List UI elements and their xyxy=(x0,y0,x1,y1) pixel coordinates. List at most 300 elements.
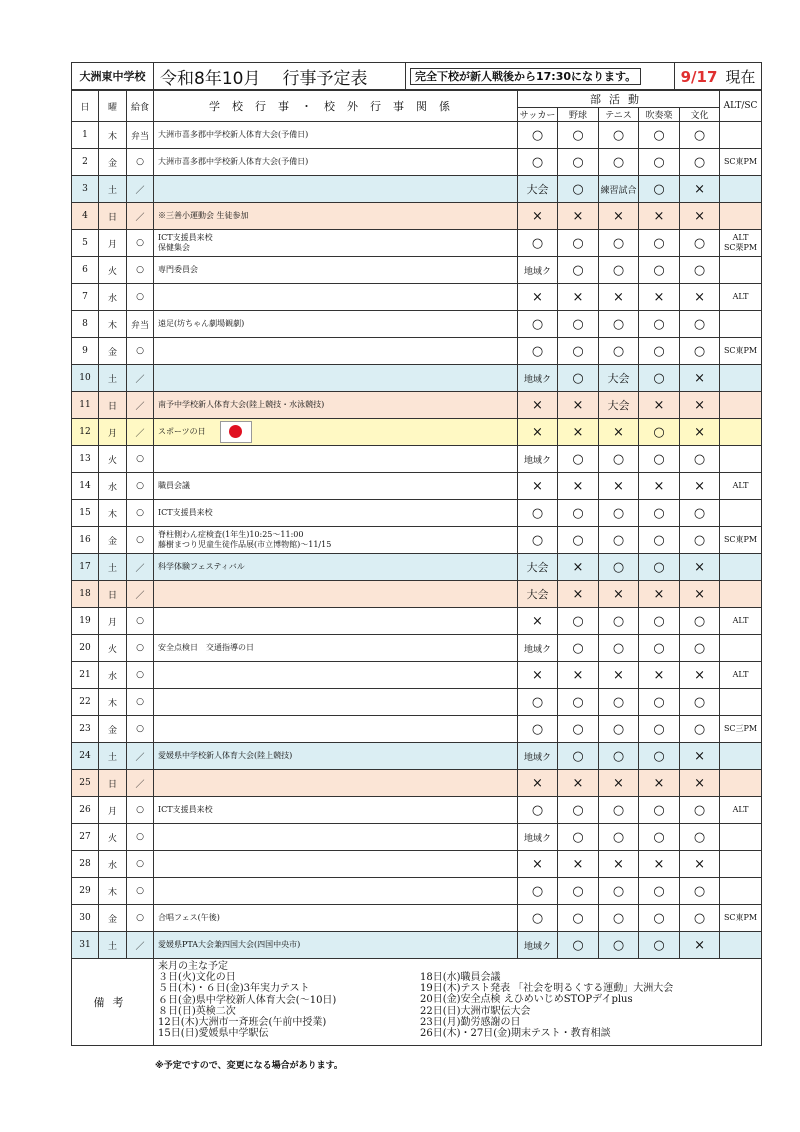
day-number: 25 xyxy=(72,770,99,797)
weekday: 日 xyxy=(99,392,127,419)
club-status-tennis: ○ xyxy=(599,824,639,851)
day-number: 1 xyxy=(72,122,99,149)
weekday: 木 xyxy=(99,122,127,149)
day-number: 5 xyxy=(72,230,99,257)
alt-sc-text: ALT xyxy=(732,805,749,814)
event-cell xyxy=(154,851,518,878)
club-status-tennis: 大会 xyxy=(599,392,639,419)
day-number: 11 xyxy=(72,392,99,419)
event-cell xyxy=(154,338,518,365)
club-status-band: ○ xyxy=(639,446,680,473)
club-status-band: ○ xyxy=(639,608,680,635)
club-status-baseball: × xyxy=(558,203,599,230)
club-status-culture: × xyxy=(680,284,720,311)
alt-sc-cell xyxy=(720,797,762,824)
day-number: 7 xyxy=(72,284,99,311)
table-row xyxy=(72,716,762,743)
event-text: 南予中学校新人体育大会(陸上競技・水泳競技) xyxy=(158,400,325,409)
club-status-band: × xyxy=(639,203,680,230)
col-club-culture: 文化 xyxy=(680,108,720,122)
col-events: 学校行事・校外行事関係 xyxy=(154,91,518,122)
alt-sc-cell xyxy=(720,365,762,392)
alt-sc-cell xyxy=(720,689,762,716)
day-number: 22 xyxy=(72,689,99,716)
table-row xyxy=(72,176,762,203)
day-number: 6 xyxy=(72,257,99,284)
day-number: 10 xyxy=(72,365,99,392)
club-status-band: ○ xyxy=(639,716,680,743)
alt-sc-cell xyxy=(720,824,762,851)
schedule-rows xyxy=(72,122,762,959)
club-status-band: ○ xyxy=(639,554,680,581)
table-row xyxy=(72,365,762,392)
club-status-tennis: ○ xyxy=(599,905,639,932)
title-label: 行事予定表 xyxy=(282,68,368,89)
table-row xyxy=(72,392,762,419)
club-status-band: ○ xyxy=(639,878,680,905)
remark-item: ３日(火)文化の日 xyxy=(158,972,236,984)
table-row xyxy=(72,554,762,581)
club-status-baseball: ○ xyxy=(558,824,599,851)
club-status-band: ○ xyxy=(639,311,680,338)
club-status-tennis: ○ xyxy=(599,446,639,473)
col-alt-sc: ALT/SC xyxy=(720,91,762,122)
day-number: 29 xyxy=(72,878,99,905)
club-status-soccer: × xyxy=(518,203,558,230)
lunch-status: ／ xyxy=(127,419,154,446)
club-status-soccer: ○ xyxy=(518,878,558,905)
lunch-status: 弁当 xyxy=(127,311,154,338)
event-text: 愛媛県中学校新人体育大会(陸上競技) xyxy=(158,751,293,760)
club-status-soccer: 地域ク xyxy=(518,932,558,959)
club-status-soccer: ○ xyxy=(518,149,558,176)
lunch-status: ○ xyxy=(127,446,154,473)
club-status-culture: × xyxy=(680,770,720,797)
table-row xyxy=(72,203,762,230)
club-status-tennis: ○ xyxy=(599,797,639,824)
alt-sc-cell xyxy=(720,122,762,149)
weekday: 火 xyxy=(99,446,127,473)
event-cell xyxy=(154,149,518,176)
club-status-band: × xyxy=(639,770,680,797)
alt-sc-cell xyxy=(720,311,762,338)
club-status-baseball: ○ xyxy=(558,797,599,824)
lunch-status: ○ xyxy=(127,824,154,851)
club-status-tennis: × xyxy=(599,662,639,689)
remarks-right xyxy=(420,972,720,1039)
club-status-culture: × xyxy=(680,851,720,878)
club-status-soccer: × xyxy=(518,662,558,689)
event-cell xyxy=(154,905,518,932)
alt-sc-text: SC東PM xyxy=(723,535,758,544)
event-cell xyxy=(154,419,518,446)
weekday: 月 xyxy=(99,230,127,257)
alt-sc-cell xyxy=(720,878,762,905)
lunch-status: ○ xyxy=(127,797,154,824)
club-status-soccer: ○ xyxy=(518,689,558,716)
weekday: 木 xyxy=(99,500,127,527)
event-cell xyxy=(154,365,518,392)
club-status-soccer: ○ xyxy=(518,500,558,527)
remarks-left xyxy=(158,961,420,1039)
day-number: 21 xyxy=(72,662,99,689)
club-status-culture: ○ xyxy=(680,338,720,365)
club-status-tennis: × xyxy=(599,770,639,797)
alt-sc-cell xyxy=(720,176,762,203)
club-status-band: ○ xyxy=(639,230,680,257)
event-cell xyxy=(154,392,518,419)
event-cell xyxy=(154,932,518,959)
weekday: 月 xyxy=(99,608,127,635)
table-row xyxy=(72,446,762,473)
event-text: 専門委員会 xyxy=(158,265,198,274)
club-status-culture: × xyxy=(680,473,720,500)
club-status-band: × xyxy=(639,284,680,311)
remark-item: ６日(金)県中学校新人体育大会(～10日) xyxy=(158,994,337,1006)
club-status-baseball: × xyxy=(558,392,599,419)
remark-item: ８日(日)英検二次 xyxy=(158,1005,236,1017)
club-status-baseball: ○ xyxy=(558,689,599,716)
club-status-soccer: × xyxy=(518,419,558,446)
lunch-status: ／ xyxy=(127,392,154,419)
club-status-soccer: 地域ク xyxy=(518,635,558,662)
club-status-tennis: ○ xyxy=(599,554,639,581)
club-status-soccer: ○ xyxy=(518,797,558,824)
club-status-baseball: ○ xyxy=(558,338,599,365)
alt-sc-cell xyxy=(720,392,762,419)
club-status-baseball: × xyxy=(558,770,599,797)
club-status-tennis: ○ xyxy=(599,635,639,662)
club-status-soccer: ○ xyxy=(518,311,558,338)
alt-sc-cell xyxy=(720,770,762,797)
event-cell xyxy=(154,581,518,608)
event-text: 藤樹まつり児童生徒作品展(市立博物館)～11/15 xyxy=(158,540,332,549)
lunch-status: ／ xyxy=(127,932,154,959)
club-status-band: ○ xyxy=(639,419,680,446)
day-number: 14 xyxy=(72,473,99,500)
club-status-baseball: ○ xyxy=(558,716,599,743)
club-status-band: ○ xyxy=(639,527,680,554)
weekday: 水 xyxy=(99,851,127,878)
club-status-culture: × xyxy=(680,581,720,608)
school-name: 大洲東中学校 xyxy=(72,63,154,90)
club-status-tennis: ○ xyxy=(599,338,639,365)
club-status-baseball: ○ xyxy=(558,122,599,149)
club-status-baseball: ○ xyxy=(558,257,599,284)
alt-sc-text: ALT xyxy=(732,233,749,242)
day-number: 23 xyxy=(72,716,99,743)
event-cell xyxy=(154,797,518,824)
club-status-culture: × xyxy=(680,932,720,959)
weekday: 火 xyxy=(99,824,127,851)
alt-sc-text: ALT xyxy=(732,616,749,625)
club-status-tennis: 練習試合 xyxy=(599,176,639,203)
event-cell xyxy=(154,473,518,500)
club-status-soccer: ○ xyxy=(518,527,558,554)
alt-sc-text: ALT xyxy=(732,292,749,301)
event-text: 合唱フェス(午後) xyxy=(158,913,220,922)
weekday: 木 xyxy=(99,878,127,905)
table-row xyxy=(72,878,762,905)
club-status-tennis: ○ xyxy=(599,311,639,338)
alt-sc-cell xyxy=(720,257,762,284)
club-status-culture: × xyxy=(680,419,720,446)
lunch-status: ○ xyxy=(127,689,154,716)
event-cell xyxy=(154,770,518,797)
club-status-soccer: 地域ク xyxy=(518,743,558,770)
event-cell xyxy=(154,284,518,311)
alt-sc-cell xyxy=(720,716,762,743)
club-status-band: × xyxy=(639,851,680,878)
lunch-status: ／ xyxy=(127,554,154,581)
schedule-sheet xyxy=(71,62,761,1046)
lunch-status: ／ xyxy=(127,581,154,608)
club-status-band: × xyxy=(639,581,680,608)
club-status-baseball: ○ xyxy=(558,905,599,932)
day-number: 28 xyxy=(72,851,99,878)
club-status-tennis: ○ xyxy=(599,716,639,743)
table-row xyxy=(72,797,762,824)
weekday: 水 xyxy=(99,473,127,500)
weekday: 金 xyxy=(99,338,127,365)
club-status-band: ○ xyxy=(639,689,680,716)
club-status-baseball: × xyxy=(558,851,599,878)
lunch-status: ○ xyxy=(127,257,154,284)
table-row xyxy=(72,500,762,527)
club-status-culture: ○ xyxy=(680,635,720,662)
event-cell xyxy=(154,716,518,743)
alt-sc-cell xyxy=(720,554,762,581)
event-text: ※三善小運動会 生徒参加 xyxy=(158,211,249,220)
lunch-status: ／ xyxy=(127,770,154,797)
lunch-status: ○ xyxy=(127,473,154,500)
day-number: 13 xyxy=(72,446,99,473)
club-status-tennis: × xyxy=(599,473,639,500)
club-status-soccer: ○ xyxy=(518,338,558,365)
club-status-band: × xyxy=(639,473,680,500)
col-club-soccer: サッカー xyxy=(518,108,558,122)
club-status-band: ○ xyxy=(639,338,680,365)
table-row xyxy=(72,581,762,608)
day-number: 30 xyxy=(72,905,99,932)
club-status-culture: ○ xyxy=(680,527,720,554)
weekday: 木 xyxy=(99,311,127,338)
club-status-culture: ○ xyxy=(680,257,720,284)
event-cell xyxy=(154,608,518,635)
alt-sc-cell xyxy=(720,446,762,473)
club-status-band: ○ xyxy=(639,797,680,824)
event-cell xyxy=(154,230,518,257)
asof-date: 9/17 xyxy=(680,67,718,86)
table-row xyxy=(72,419,762,446)
alt-sc-cell xyxy=(720,932,762,959)
day-number: 20 xyxy=(72,635,99,662)
weekday: 土 xyxy=(99,365,127,392)
event-text: 愛媛県PTA大会兼四国大会(四国中央市) xyxy=(158,940,301,949)
club-status-soccer: × xyxy=(518,608,558,635)
club-status-culture: ○ xyxy=(680,122,720,149)
alt-sc-cell xyxy=(720,149,762,176)
club-status-culture: ○ xyxy=(680,230,720,257)
event-text: ICT支援員来校 xyxy=(158,805,213,814)
remark-item: 26日(木)・27日(金)期末テスト・教育相談 xyxy=(420,1028,611,1040)
weekday: 月 xyxy=(99,797,127,824)
lunch-status: ○ xyxy=(127,149,154,176)
weekday: 月 xyxy=(99,419,127,446)
alt-sc-cell xyxy=(720,581,762,608)
club-status-band: × xyxy=(639,662,680,689)
col-bukatsu: 部活動 xyxy=(518,91,720,108)
event-cell xyxy=(154,446,518,473)
lunch-status: ○ xyxy=(127,905,154,932)
lunch-status: ／ xyxy=(127,365,154,392)
weekday: 木 xyxy=(99,689,127,716)
club-status-soccer: × xyxy=(518,392,558,419)
event-cell xyxy=(154,176,518,203)
club-status-baseball: × xyxy=(558,284,599,311)
club-status-baseball: ○ xyxy=(558,527,599,554)
notice-cell xyxy=(406,63,675,90)
remarks-heading: 来月の主な予定 xyxy=(158,961,228,972)
club-status-band: ○ xyxy=(639,635,680,662)
table-row xyxy=(72,527,762,554)
club-status-culture: ○ xyxy=(680,446,720,473)
remarks-cell xyxy=(154,959,762,1046)
table-row xyxy=(72,824,762,851)
club-status-baseball: × xyxy=(558,581,599,608)
club-status-culture: ○ xyxy=(680,149,720,176)
club-status-tennis: ○ xyxy=(599,689,639,716)
weekday: 土 xyxy=(99,554,127,581)
day-number: 18 xyxy=(72,581,99,608)
club-status-tennis: ○ xyxy=(599,932,639,959)
alt-sc-cell xyxy=(720,230,762,257)
club-status-soccer: ○ xyxy=(518,905,558,932)
event-cell xyxy=(154,554,518,581)
lunch-status: ○ xyxy=(127,716,154,743)
event-cell xyxy=(154,878,518,905)
alt-sc-cell xyxy=(720,851,762,878)
club-status-band: ○ xyxy=(639,743,680,770)
table-row xyxy=(72,284,762,311)
title-month: 令和8年10月 xyxy=(160,68,261,89)
event-cell xyxy=(154,527,518,554)
day-number: 16 xyxy=(72,527,99,554)
table-row xyxy=(72,743,762,770)
event-cell xyxy=(154,635,518,662)
club-status-tennis: ○ xyxy=(599,608,639,635)
club-status-tennis: × xyxy=(599,419,639,446)
weekday: 土 xyxy=(99,932,127,959)
weekday: 金 xyxy=(99,716,127,743)
table-row xyxy=(72,662,762,689)
alt-sc-text: SC東PM xyxy=(723,913,758,922)
club-status-soccer: 大会 xyxy=(518,176,558,203)
club-status-culture: ○ xyxy=(680,608,720,635)
alt-sc-cell xyxy=(720,500,762,527)
event-text: 安全点検日 交通指導の日 xyxy=(158,643,254,652)
lunch-status: ○ xyxy=(127,851,154,878)
club-status-tennis: ○ xyxy=(599,743,639,770)
club-status-tennis: × xyxy=(599,581,639,608)
event-cell xyxy=(154,689,518,716)
alt-sc-cell xyxy=(720,608,762,635)
event-text: 遠足(坊ちゃん劇場観劇) xyxy=(158,319,245,328)
day-number: 4 xyxy=(72,203,99,230)
table-row xyxy=(72,635,762,662)
day-number: 8 xyxy=(72,311,99,338)
lunch-status: ／ xyxy=(127,176,154,203)
club-status-tennis: ○ xyxy=(599,257,639,284)
schedule-table xyxy=(71,90,762,1046)
col-club-band: 吹奏楽 xyxy=(639,108,680,122)
club-status-soccer: × xyxy=(518,851,558,878)
club-status-culture: × xyxy=(680,554,720,581)
club-status-culture: × xyxy=(680,743,720,770)
lunch-status: ○ xyxy=(127,878,154,905)
club-status-baseball: ○ xyxy=(558,149,599,176)
col-club-tennis: テニス xyxy=(599,108,639,122)
day-number: 12 xyxy=(72,419,99,446)
club-status-band: ○ xyxy=(639,257,680,284)
weekday: 日 xyxy=(99,581,127,608)
weekday: 火 xyxy=(99,257,127,284)
table-row xyxy=(72,851,762,878)
table-row xyxy=(72,473,762,500)
club-status-tennis: × xyxy=(599,851,639,878)
alt-sc-cell xyxy=(720,338,762,365)
weekday: 金 xyxy=(99,149,127,176)
asof-cell xyxy=(675,63,762,90)
event-cell xyxy=(154,500,518,527)
event-text: 大洲市喜多郡中学校新人体育大会(予備日) xyxy=(158,130,309,139)
club-status-baseball: ○ xyxy=(558,311,599,338)
club-status-culture: ○ xyxy=(680,905,720,932)
remark-item: 12日(木)大洲市一斉班会(午前中授業) xyxy=(158,1017,327,1029)
club-status-baseball: × xyxy=(558,419,599,446)
remark-item: 22日(日)大洲市駅伝大会 xyxy=(420,1005,531,1017)
event-cell xyxy=(154,203,518,230)
footnote: ※予定ですので、変更になる場合があります。 xyxy=(155,1061,343,1071)
club-status-soccer: 地域ク xyxy=(518,446,558,473)
col-lunch: 給食 xyxy=(127,91,154,122)
club-status-culture: × xyxy=(680,662,720,689)
event-text: 科学体験フェスティバル xyxy=(158,562,245,571)
event-text: ICT支援員来校 xyxy=(158,233,213,242)
table-row xyxy=(72,905,762,932)
event-cell xyxy=(154,122,518,149)
club-status-baseball: ○ xyxy=(558,635,599,662)
club-status-baseball: ○ xyxy=(558,608,599,635)
alt-sc-text: SC東PM xyxy=(723,157,758,166)
lunch-status: ○ xyxy=(127,284,154,311)
table-row xyxy=(72,338,762,365)
remark-item: 20日(金)安全点検 えひめいじめSTOPデイplus xyxy=(420,994,633,1006)
lunch-status: 弁当 xyxy=(127,122,154,149)
lunch-status: ○ xyxy=(127,527,154,554)
event-cell xyxy=(154,824,518,851)
alt-sc-cell xyxy=(720,284,762,311)
asof-label: 現在 xyxy=(725,67,756,86)
alt-sc-cell xyxy=(720,419,762,446)
club-status-soccer: 地域ク xyxy=(518,257,558,284)
day-number: 31 xyxy=(72,932,99,959)
club-status-tennis: × xyxy=(599,203,639,230)
header-table xyxy=(71,62,762,90)
club-status-baseball: ○ xyxy=(558,365,599,392)
club-status-baseball: ○ xyxy=(558,743,599,770)
day-number: 9 xyxy=(72,338,99,365)
